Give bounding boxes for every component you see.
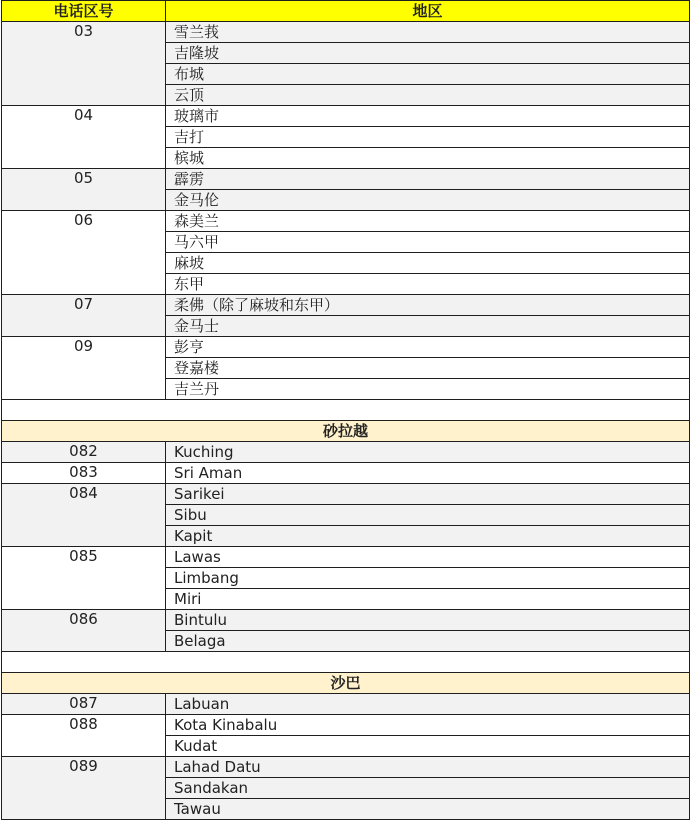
region-cell: 槟城 <box>166 148 690 169</box>
region-cell: Sandakan <box>166 778 690 799</box>
area-code-cell: 03 <box>2 22 166 106</box>
table-row <box>2 547 690 568</box>
table-row <box>2 337 690 358</box>
region-cell: 云顶 <box>166 85 690 106</box>
table-row <box>2 22 690 43</box>
region-cell: Tawau <box>166 799 690 820</box>
area-code-cell: 09 <box>2 337 166 400</box>
area-code-cell: 084 <box>2 484 166 547</box>
region-cell: 金马伦 <box>166 190 690 211</box>
spacer-row <box>2 652 690 673</box>
region-cell: 森美兰 <box>166 211 690 232</box>
table-row <box>2 757 690 778</box>
section-header-row <box>2 421 690 442</box>
region-cell: 柔佛（除了麻坡和东甲） <box>166 295 690 316</box>
region-cell: 霹雳 <box>166 169 690 190</box>
area-code-cell: 05 <box>2 169 166 211</box>
area-code-cell: 087 <box>2 694 166 715</box>
area-code-table <box>1 0 690 820</box>
header-code: 电话区号 <box>2 1 166 22</box>
area-code-cell: 083 <box>2 463 166 484</box>
region-cell: 东甲 <box>166 274 690 295</box>
region-cell: 雪兰莪 <box>166 22 690 43</box>
region-cell: Labuan <box>166 694 690 715</box>
section-title: 砂拉越 <box>2 421 690 442</box>
table-row <box>2 169 690 190</box>
region-cell: Kapit <box>166 526 690 547</box>
area-code-cell: 04 <box>2 106 166 169</box>
table-row <box>2 694 690 715</box>
region-cell: 麻坡 <box>166 253 690 274</box>
section-header-row <box>2 673 690 694</box>
header-row <box>2 1 690 22</box>
region-cell: Bintulu <box>166 610 690 631</box>
section-title: 沙巴 <box>2 673 690 694</box>
region-cell: Sarikei <box>166 484 690 505</box>
region-cell: Kota Kinabalu <box>166 715 690 736</box>
area-code-cell: 07 <box>2 295 166 337</box>
region-cell: 布城 <box>166 64 690 85</box>
area-code-cell: 089 <box>2 757 166 820</box>
spacer-row <box>2 400 690 421</box>
region-cell: 吉隆坡 <box>166 43 690 64</box>
region-cell: 登嘉楼 <box>166 358 690 379</box>
region-cell: 马六甲 <box>166 232 690 253</box>
area-code-cell: 082 <box>2 442 166 463</box>
area-code-cell: 085 <box>2 547 166 610</box>
region-cell: Kudat <box>166 736 690 757</box>
region-cell: Kuching <box>166 442 690 463</box>
header-area: 地区 <box>166 1 690 22</box>
spacer-cell <box>2 652 690 673</box>
table-row <box>2 484 690 505</box>
region-cell: Limbang <box>166 568 690 589</box>
region-cell: 彭亨 <box>166 337 690 358</box>
table-row <box>2 715 690 736</box>
area-code-cell: 088 <box>2 715 166 757</box>
region-cell: Lahad Datu <box>166 757 690 778</box>
region-cell: Sibu <box>166 505 690 526</box>
region-cell: 吉打 <box>166 127 690 148</box>
table-row <box>2 295 690 316</box>
region-cell: 金马士 <box>166 316 690 337</box>
table-row <box>2 610 690 631</box>
table-row <box>2 106 690 127</box>
area-code-cell: 06 <box>2 211 166 295</box>
table-row <box>2 211 690 232</box>
region-cell: Sri Aman <box>166 463 690 484</box>
table-body <box>2 22 690 820</box>
table-row <box>2 442 690 463</box>
table-row <box>2 463 690 484</box>
region-cell: Lawas <box>166 547 690 568</box>
region-cell: Miri <box>166 589 690 610</box>
spacer-cell <box>2 400 690 421</box>
region-cell: 玻璃市 <box>166 106 690 127</box>
area-code-cell: 086 <box>2 610 166 652</box>
region-cell: Belaga <box>166 631 690 652</box>
region-cell: 吉兰丹 <box>166 379 690 400</box>
